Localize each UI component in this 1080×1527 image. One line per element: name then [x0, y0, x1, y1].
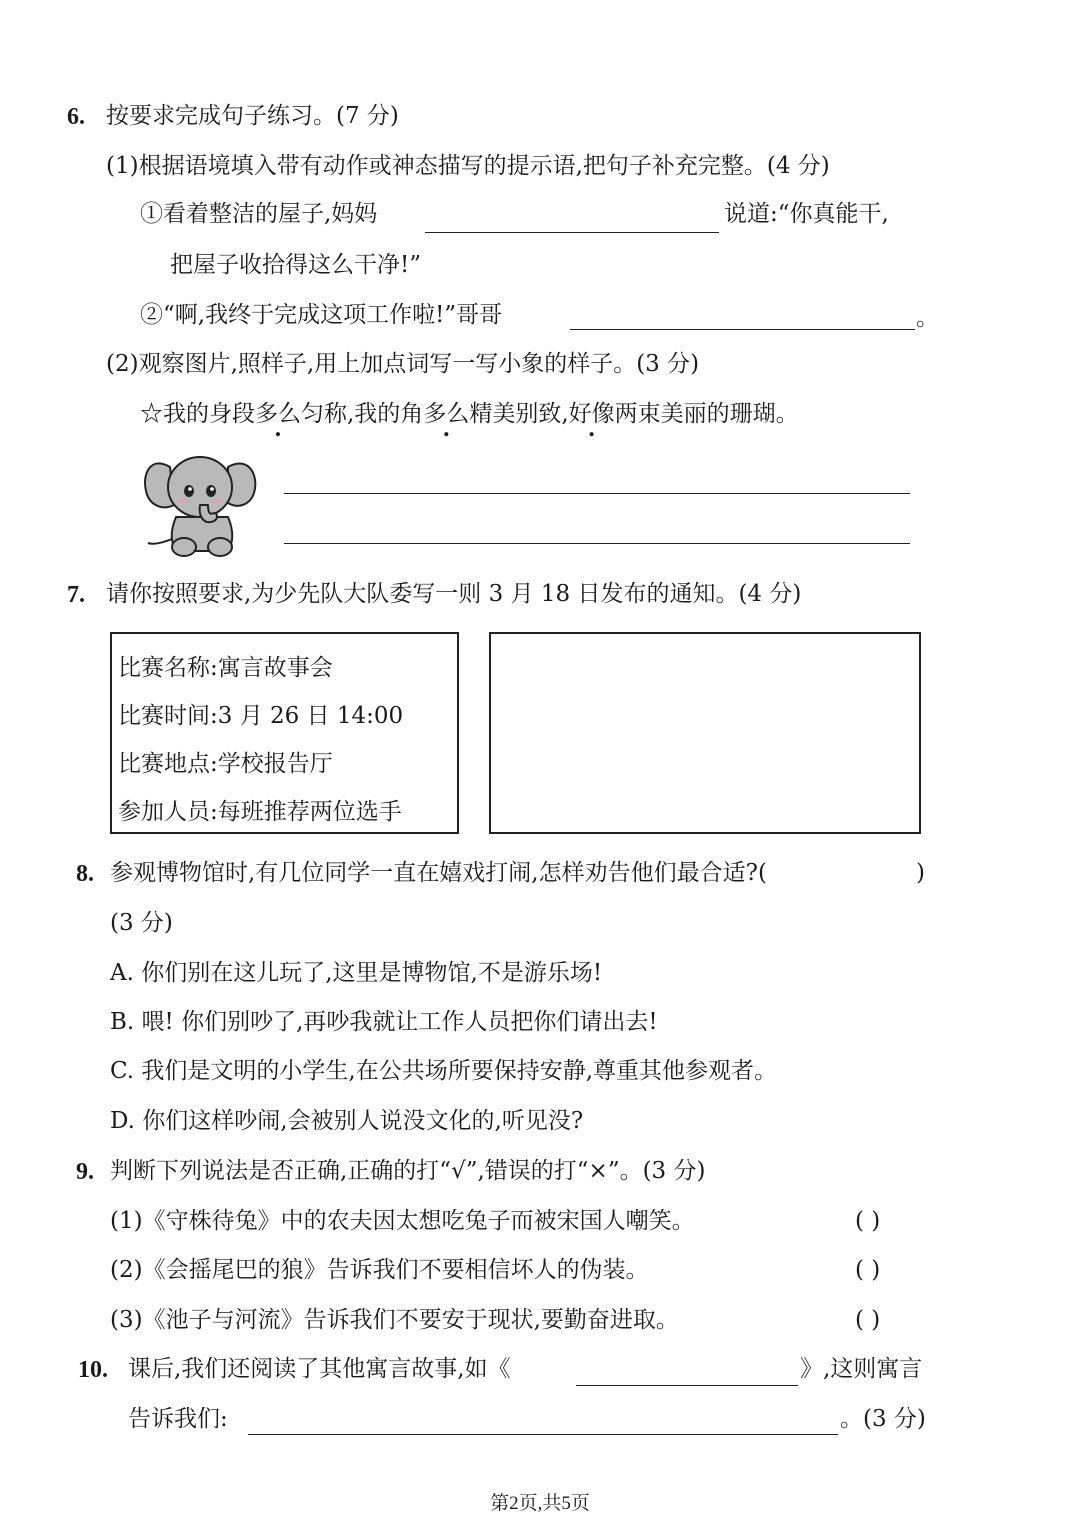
q6-item1-prefix: ①看着整洁的屋子,妈妈: [140, 201, 378, 227]
q8-option-a: A. 你们别在这儿玩了,这里是博物馆,不是游乐场!: [110, 960, 603, 986]
q10-number: 10.: [78, 1357, 108, 1383]
q8-option-c: C. 我们是文明的小学生,在公共场所要保持安静,尊重其他参观者。: [110, 1058, 778, 1084]
q9-paren-2[interactable]: ( ): [855, 1257, 881, 1283]
q10-text1: 课后,我们还阅读了其他寓言故事,如《: [128, 1356, 511, 1382]
q8-option-d: D. 你们这样吵闹,会被别人说没文化的,听见没?: [110, 1108, 584, 1134]
q9-paren-1[interactable]: ( ): [855, 1208, 881, 1234]
elephant-icon: [140, 447, 262, 559]
q9-item-1: (1)《守株待兔》中的农夫因太想吃兔子而被宋国人嘲笑。: [110, 1208, 695, 1234]
q6-item1-blank[interactable]: [425, 232, 719, 233]
q7-number: 7.: [67, 582, 85, 608]
q10-text4: 。(3 分): [840, 1406, 926, 1432]
q6-item2-blank[interactable]: [570, 329, 915, 330]
q6-item1-line2: 把屋子收拾得这么干净!”: [170, 252, 422, 278]
page-number: 第2页,共5页: [490, 1493, 590, 1514]
q6-item1-suffix: 说道:“你真能干,: [724, 201, 889, 227]
dotted-word: 多么: [423, 401, 470, 427]
q6-number: 6.: [67, 104, 85, 130]
q8-option-b: B. 喂! 你们别吵了,再吵我就让工作人员把你们请出去!: [110, 1009, 658, 1035]
q8-number: 8.: [76, 861, 94, 887]
q10-text2: 》,这则寓言: [800, 1356, 923, 1382]
q6-answer-line-1[interactable]: [284, 493, 910, 494]
q9-number: 9.: [76, 1159, 94, 1185]
q9-item-3: (3)《池子与河流》告诉我们不要安于现状,要勤奋进取。: [110, 1307, 679, 1333]
q6-part1-instruction: (1)根据语境填入带有动作或神态描写的提示语,把句子补充完整。(4 分): [106, 153, 830, 179]
q8-title: 参观博物馆时,有几位同学一直在嬉戏打闹,怎样劝告他们最合适?(: [110, 860, 767, 886]
q7-title: 请你按照要求,为少先队大队委写一则 3 月 18 日发布的通知。(4 分): [106, 581, 802, 607]
q8-answer-paren[interactable]: ): [916, 860, 925, 886]
info-time: 比赛时间:3 月 26 日 14:00: [118, 703, 404, 729]
info-name: 比赛名称:寓言故事会: [118, 655, 333, 681]
dotted-word: 多么: [255, 401, 301, 427]
q6-answer-line-2[interactable]: [284, 543, 910, 544]
star-icon: ☆: [140, 401, 163, 427]
q8-score: (3 分): [110, 910, 173, 936]
q10-lesson-blank[interactable]: [248, 1434, 838, 1435]
q9-paren-3[interactable]: ( ): [855, 1307, 881, 1333]
q6-item2-prefix: ②“啊,我终于完成这项工作啦!”哥哥: [140, 302, 503, 328]
q6-title: 按要求完成句子练习。(7 分): [106, 103, 399, 129]
dotted-word: 好像: [568, 401, 615, 427]
q10-text3: 告诉我们:: [128, 1406, 228, 1432]
info-participants: 参加人员:每班推荐两位选手: [118, 799, 402, 825]
q9-title: 判断下列说法是否正确,正确的打“√”,错误的打“×”。(3 分): [110, 1158, 706, 1184]
notice-answer-box[interactable]: [489, 632, 921, 834]
q6-item2-suffix: 。: [916, 305, 939, 331]
q9-item-2: (2)《会摇尾巴的狼》告诉我们不要相信坏人的伪装。: [110, 1257, 649, 1283]
q10-story-blank[interactable]: [576, 1385, 798, 1386]
q6-part2-instruction: (2)观察图片,照样子,用上加点词写一写小象的样子。(3 分): [106, 351, 700, 377]
info-place: 比赛地点:学校报告厅: [118, 751, 333, 777]
q6-example-sentence: ☆我的身段多么匀称,我的角多么精美别致,好像两束美丽的珊瑚。: [140, 401, 799, 427]
competition-info-box: [110, 632, 459, 834]
